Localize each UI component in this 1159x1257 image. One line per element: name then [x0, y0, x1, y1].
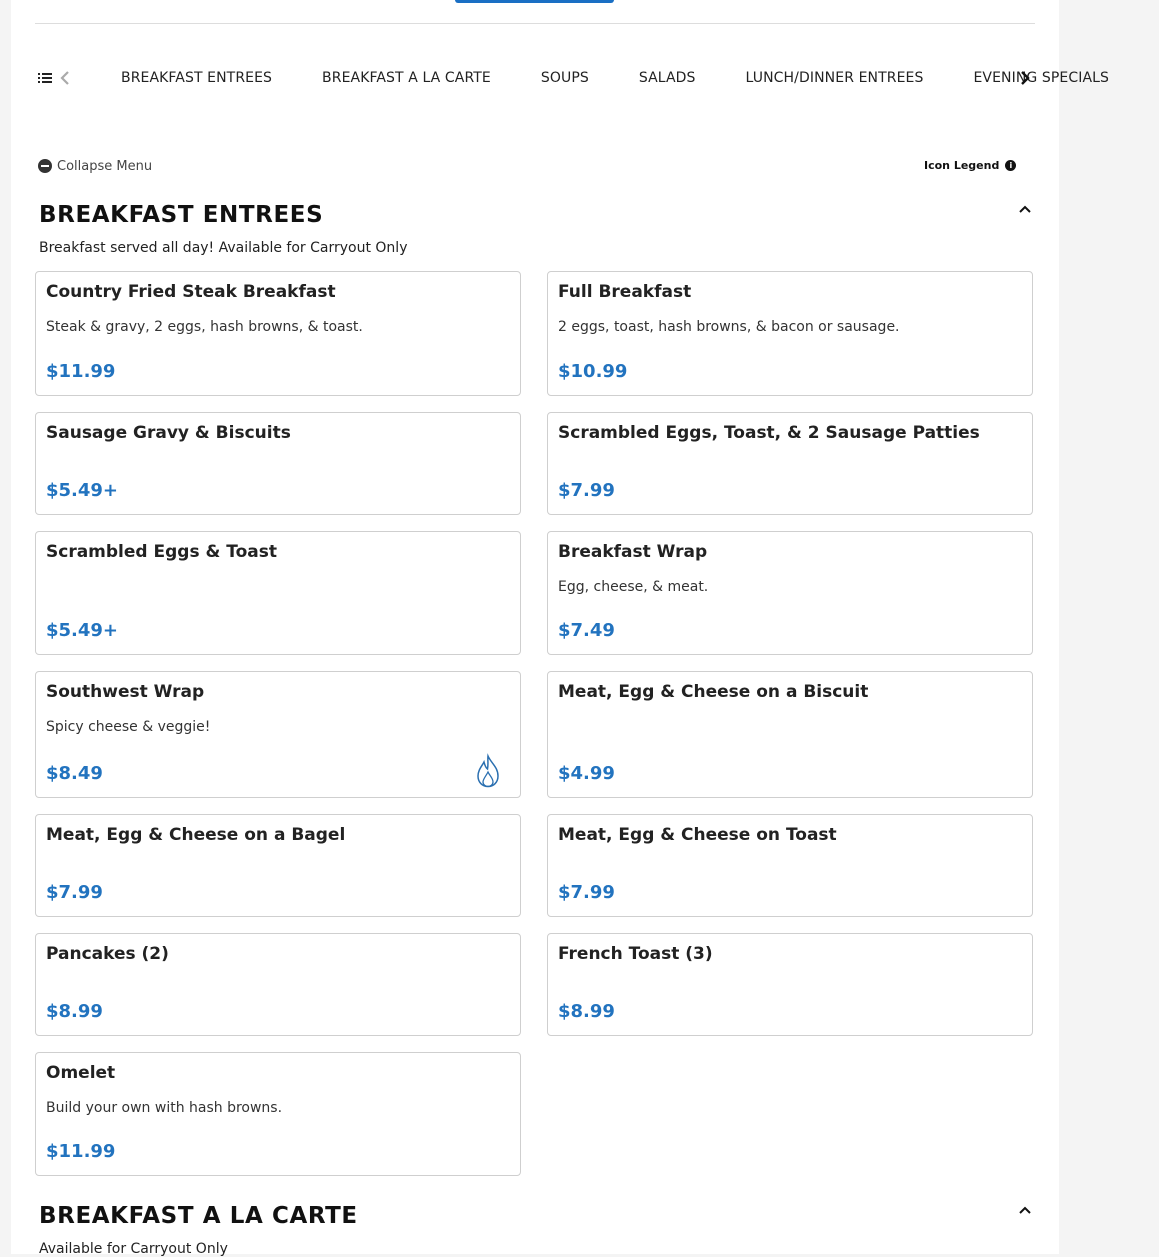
item-price: $5.49+: [46, 620, 119, 641]
chevron-left-icon[interactable]: [58, 68, 72, 88]
section-subtitle: Breakfast served all day! Available for Carryout Only: [39, 240, 408, 256]
item-description: Spicy cheese & veggie!: [46, 719, 211, 735]
item-price: $8.99: [46, 1001, 103, 1022]
menu-item-card[interactable]: [547, 814, 1033, 917]
item-description: Steak & gravy, 2 eggs, hash browns, & toast.: [46, 319, 363, 335]
tab-lunch-dinner-entrees[interactable]: LUNCH/DINNER ENTREES: [745, 70, 924, 86]
menu-item-card[interactable]: [547, 933, 1033, 1036]
chevron-up-icon[interactable]: [1017, 1204, 1033, 1216]
item-name: Pancakes (2): [46, 944, 169, 964]
category-nav: [35, 58, 1110, 98]
menu-item-card[interactable]: [35, 933, 521, 1036]
item-name: Sausage Gravy & Biscuits: [46, 423, 291, 443]
item-name: Omelet: [46, 1063, 116, 1083]
minus-circle-icon: [38, 159, 52, 173]
menu-item-card[interactable]: [35, 271, 521, 396]
section-subtitle: Available for Carryout Only: [39, 1241, 228, 1257]
item-price: $11.99: [46, 361, 116, 382]
menu-page: [11, 0, 1110, 1257]
menu-item-card[interactable]: [35, 671, 521, 798]
item-name: French Toast (3): [558, 944, 713, 964]
tab-breakfast-entrees[interactable]: BREAKFAST ENTREES: [121, 70, 273, 86]
chevron-right-icon[interactable]: [1015, 68, 1035, 88]
item-name: Scrambled Eggs & Toast: [46, 542, 277, 562]
item-description: Build your own with hash browns.: [46, 1100, 283, 1116]
tab-salads[interactable]: SALADS: [638, 70, 696, 86]
menu-item-card[interactable]: [547, 671, 1033, 798]
item-name: Meat, Egg & Cheese on a Bagel: [46, 825, 346, 845]
section-title: BREAKFAST A LA CARTE: [39, 1203, 358, 1229]
item-price: $8.99: [558, 1001, 615, 1022]
tab-evening-specials[interactable]: EVENING SPECIALS: [973, 70, 1110, 86]
spicy-flame-icon: [475, 754, 501, 788]
item-price: $5.49+: [46, 480, 119, 501]
section-title: BREAKFAST ENTREES: [39, 202, 324, 228]
item-price: $8.49: [46, 763, 103, 784]
item-description: Egg, cheese, & meat.: [558, 579, 709, 595]
item-price: $4.99: [558, 763, 615, 784]
item-price: $7.49: [558, 620, 615, 641]
item-price: $10.99: [558, 361, 628, 382]
list-icon[interactable]: [37, 70, 53, 86]
item-name: Full Breakfast: [558, 282, 692, 302]
collapse-menu-label: Collapse Menu: [57, 158, 153, 174]
item-name: Southwest Wrap: [46, 682, 205, 702]
menu-item-card[interactable]: [547, 271, 1033, 396]
info-icon: i: [1005, 160, 1016, 171]
item-price: $7.99: [558, 480, 615, 501]
menu-item-card[interactable]: [35, 531, 521, 655]
category-strip: [97, 58, 1110, 98]
item-price: $7.99: [46, 882, 103, 903]
item-name: Country Fried Steak Breakfast: [46, 282, 336, 302]
tab-breakfast-a-la-carte[interactable]: BREAKFAST A LA CARTE: [322, 70, 491, 86]
menu-item-card[interactable]: [35, 412, 521, 515]
item-description: 2 eggs, toast, hash browns, & bacon or sausage.: [558, 319, 900, 335]
item-name: Breakfast Wrap: [558, 542, 708, 562]
collapse-menu-button[interactable]: [38, 156, 152, 176]
item-price: $11.99: [46, 1141, 116, 1162]
menu-item-card[interactable]: [35, 814, 521, 917]
tab-soups[interactable]: SOUPS: [540, 70, 589, 86]
header-divider: [35, 23, 1035, 24]
menu-item-card[interactable]: [35, 1052, 521, 1176]
chevron-up-icon[interactable]: [1017, 203, 1033, 215]
item-name: Scrambled Eggs, Toast, & 2 Sausage Patties: [558, 423, 980, 443]
item-name: Meat, Egg & Cheese on Toast: [558, 825, 837, 845]
order-button-edge[interactable]: [455, 0, 614, 3]
icon-legend-button[interactable]: [924, 156, 1016, 174]
menu-item-card[interactable]: [547, 531, 1033, 655]
item-name: Meat, Egg & Cheese on a Biscuit: [558, 682, 869, 702]
icon-legend-label: Icon Legend: [924, 158, 1000, 172]
item-price: $7.99: [558, 882, 615, 903]
menu-item-card[interactable]: [547, 412, 1033, 515]
